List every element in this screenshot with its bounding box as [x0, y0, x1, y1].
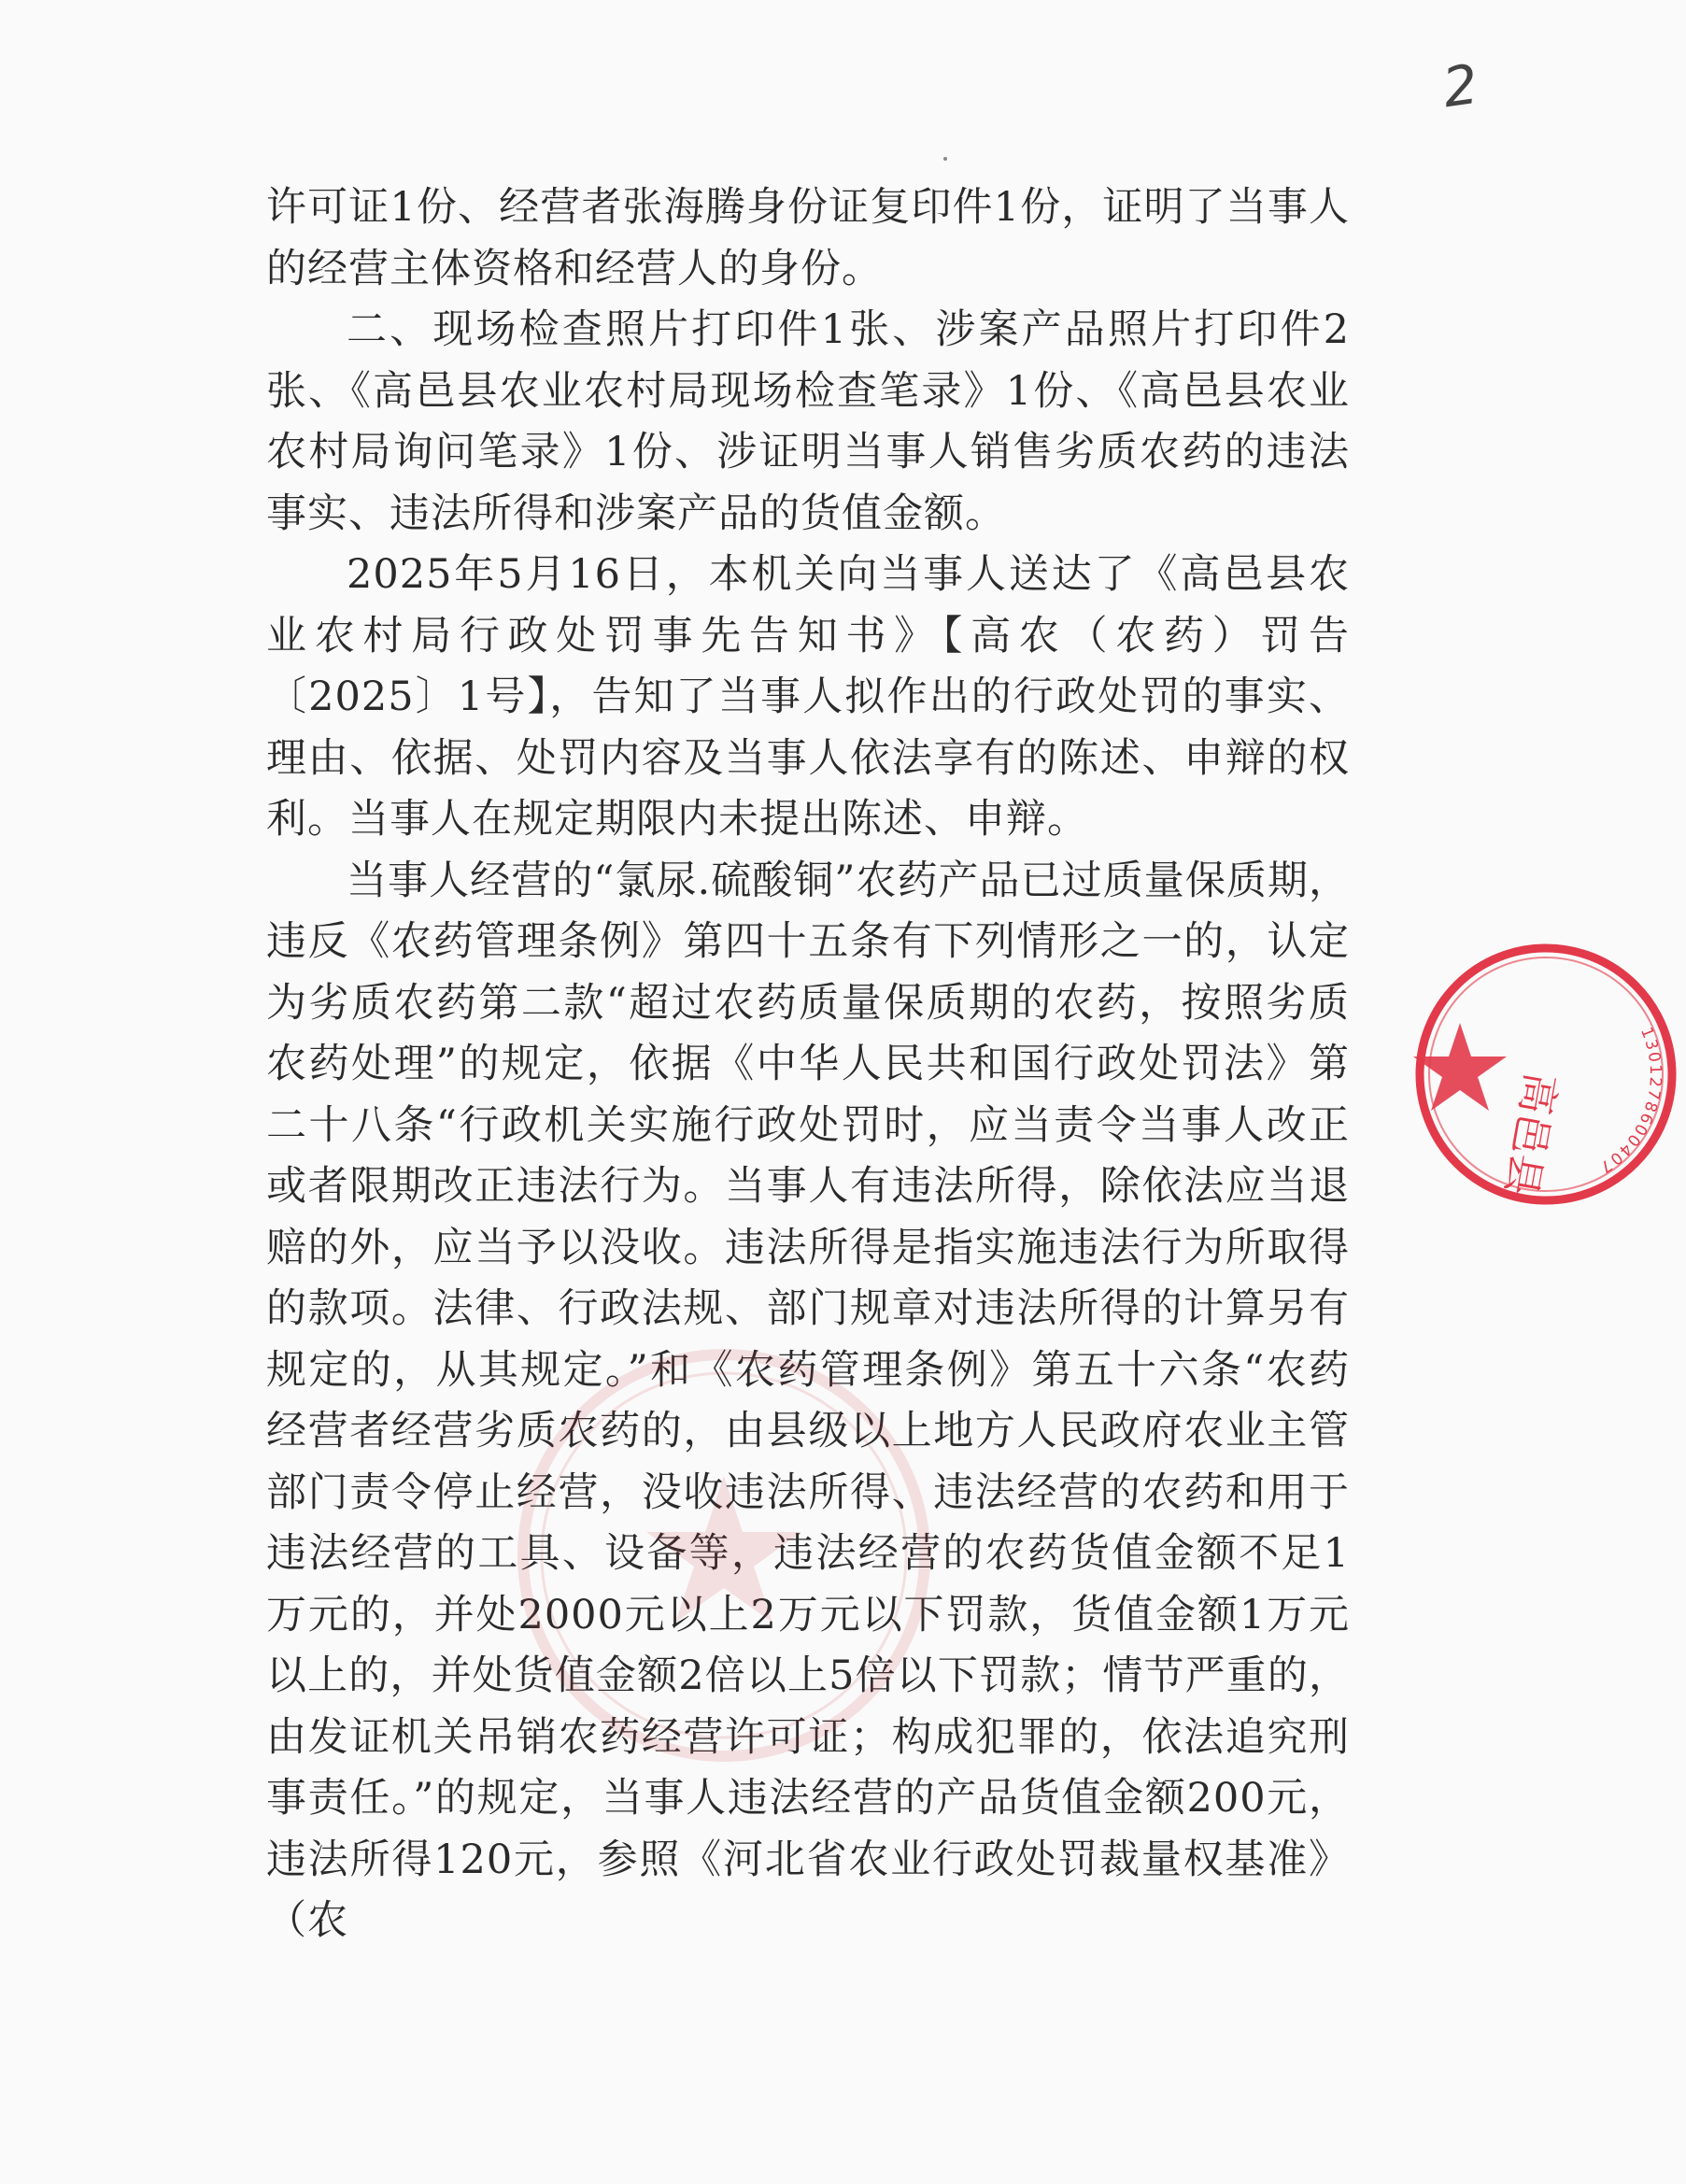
faint-seal-bleedthrough: [504, 1336, 943, 1775]
scan-speck: [943, 157, 947, 161]
seal-name: 高邑县: [1495, 1069, 1565, 1199]
page-number: 2: [1438, 51, 1482, 121]
paragraph-evidence-inspection: 二、现场检查照片打印件1张、涉案产品照片打印件2张、《高邑县农业农村局现场检查笔录》1份、《高邑县农业农村局询问笔录》1份、涉证明当事人销售劣质农药的违法事实、违法所得和涉案产品的货值金额。: [266, 306, 1350, 537]
paragraph-prior-notice: 2025年5月16日，本机关向当事人送达了《高邑县农业农村局行政处罚事先告知书》【高农（农药）罚告〔2025〕1号】，告知了当事人拟作出的行政处罚的事实、理由、依据、处罚内容及当事人依法享有的陈述、申辩的权利。当事人在规定期限内未提出陈述、申辩。: [266, 551, 1350, 843]
seal-code: 1301278600407: [1594, 1024, 1665, 1178]
paragraph-legal-basis: 当事人经营的“氯尿.硫酸铜”农药产品已过质量保质期，违反《农药管理条例》第四十五条有下列情形之一的，认定为劣质农药第二款“超过农药质量保质期的农药，按照劣质农药处理”的规定，依据《中华人民共和国行政处罚法》第二十八条“行政机关实施行政处罚时，应当责令当事人改正或者限期改正违法行为。当事人有违法所得，除依法应当退赔的外，应当予以没收。违法所得是指实施违法行为所取得的款项。法律、行政法规、部门规章对违法所得的计算另有规定的，从其规定。”和《农药管理条例》第五十六条“农药经营者经营劣质农药的，由县级以上地方人民政府农业主管部门责令停止经营，没收违法所得、违法经营的农药和用于违法经营的工具、设备等，违法经营的农药货值金额不足1万元的，并处2000元以上2万元以下罚款，货值金额1万元以上的，并处货值金额2倍以上5倍以下罚款；情节严重的，由发证机关吊销农药经营许可证；构成犯罪的，依法追究刑事责任。”的规定，当事人违法经营的产品货值金额200元，违法所得120元，参照《河北省农业行政处罚裁量权基准》（农: [266, 857, 1350, 1944]
paragraph-evidence-license: 许可证1份、经营者张海腾身份证复印件1份，证明了当事人的经营主体资格和经营人的身份。: [266, 184, 1350, 292]
official-seal: [1406, 934, 1686, 1214]
